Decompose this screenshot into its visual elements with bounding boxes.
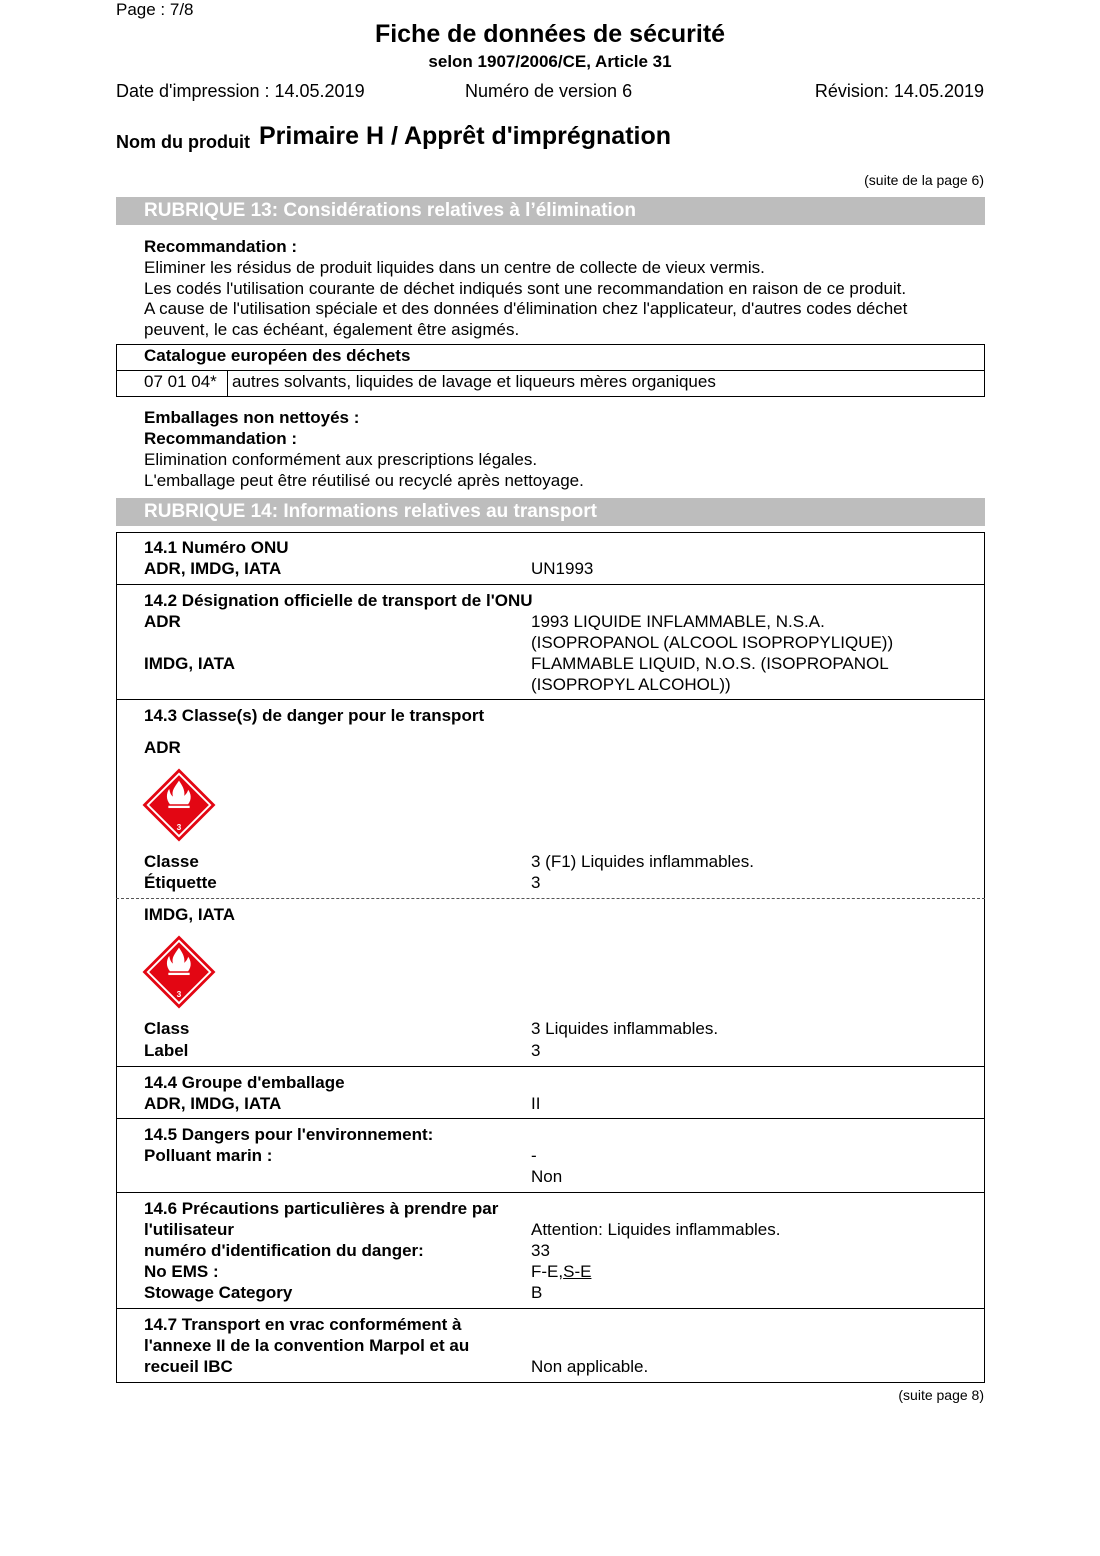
print-date: Date d'impression : 14.05.2019 (116, 81, 365, 101)
danger-id-label: numéro d'identification du danger: (144, 1241, 424, 1260)
s13-text-line: A cause de l'utilisation spéciale et des données d'élimination chez l'applicateur, d'autres codes déchet (144, 299, 908, 318)
adr-etiquette-value: 3 (531, 873, 541, 892)
imdg-class-label: Class (144, 1019, 190, 1038)
revision-date: Révision: 14.05.2019 (814, 81, 984, 101)
waste-catalogue-title: Catalogue européen des déchets (144, 346, 411, 365)
adr-class-value: 3 (F1) Liquides inflammables. (531, 852, 754, 871)
svg-text:3: 3 (176, 822, 182, 833)
s13-text-line: Eliminer les résidus de produit liquides dans un centre de collecte de vieux vermis. (144, 258, 765, 277)
environment-title: 14.5 Dangers pour l'environnement: (144, 1125, 434, 1144)
bulk-transport-value: Non applicable. (531, 1357, 649, 1376)
continued-from: (suite de la page 6) (864, 172, 984, 188)
shipping-name-adr-label: ADR (144, 612, 181, 631)
row-divider (116, 1308, 985, 1309)
bulk-transport-title: 14.7 Transport en vrac conformément à (144, 1315, 462, 1334)
precautions-user-label: l'utilisateur (144, 1220, 235, 1239)
ems-value-fe: F-E, (531, 1262, 564, 1281)
adr-class-label: Classe (144, 852, 199, 871)
bulk-transport-title: l'annexe II de la convention Marpol et au (144, 1336, 470, 1355)
precautions-title: 14.6 Précautions particulières à prendre par (144, 1199, 499, 1218)
flammable-liquid-pictogram-icon (141, 934, 217, 1010)
row-divider (116, 584, 985, 585)
imdg-label-label: Label (144, 1041, 189, 1060)
row-divider (116, 1066, 985, 1067)
adr-etiquette-label: Étiquette (144, 873, 217, 892)
page-number: Page : 7/8 (116, 0, 194, 19)
packaging-label: Emballages non nettoyés : (144, 408, 360, 427)
packaging-text-line: L'emballage peut être réutilisé ou recyclé après nettoyage. (144, 471, 584, 490)
adr-label: ADR (144, 738, 181, 757)
stowage-category-label: Stowage Category (144, 1283, 293, 1302)
flammable-liquid-pictogram-icon (141, 767, 217, 843)
shipping-name-imdg-value: (ISOPROPYL ALCOHOL)) (531, 675, 731, 694)
svg-text:3: 3 (176, 989, 182, 1000)
marine-pollutant-label: Polluant marin : (144, 1146, 273, 1165)
waste-description: autres solvants, liquides de lavage et liqueurs mères organiques (232, 372, 716, 391)
shipping-name-imdg-label: IMDG, IATA (144, 654, 235, 673)
packing-group-title: 14.4 Groupe d'emballage (144, 1073, 345, 1092)
section-14-title: RUBRIQUE 14: Informations relatives au transport (116, 498, 985, 526)
row-divider (116, 1192, 985, 1193)
shipping-name-adr-value: 1993 LIQUIDE INFLAMMABLE, N.S.A. (531, 612, 825, 631)
row-divider (116, 699, 985, 700)
shipping-name-adr-value: (ISOPROPANOL (ALCOOL ISOPROPYLIQUE)) (531, 633, 894, 652)
marine-pollutant-value: Non (531, 1167, 563, 1186)
imdg-label: IMDG, IATA (144, 905, 235, 924)
imdg-class-value: 3 Liquides inflammables. (531, 1019, 719, 1038)
shipping-name-imdg-value: FLAMMABLE LIQUID, N.O.S. (ISOPROPANOL (531, 654, 889, 673)
ems-label: No EMS : (144, 1262, 219, 1281)
version-number: Numéro de version 6 (465, 81, 633, 101)
ems-value (531, 1261, 591, 1282)
s13-text-line: peuvent, le cas échéant, également être asigmés. (144, 320, 520, 339)
document-title: Fiche de données de sécurité (374, 20, 726, 48)
imdg-label-value: 3 (531, 1041, 541, 1060)
continued-to: (suite page 8) (898, 1387, 984, 1403)
un-number-title: 14.1 Numéro ONU (144, 538, 289, 557)
marine-pollutant-dash: - (531, 1146, 537, 1165)
dashed-divider (116, 898, 985, 899)
section-13-title: RUBRIQUE 13: Considérations relatives à l’élimination (116, 197, 985, 225)
packing-group-value: II (531, 1094, 541, 1113)
table-divider (227, 370, 228, 396)
s13-recommendation-label: Recommandation : (144, 237, 298, 256)
document-subtitle: selon 1907/2006/CE, Article 31 (428, 52, 672, 71)
packaging-text-line: Elimination conformément aux prescriptions légales. (144, 450, 538, 469)
packaging-recommendation-label: Recommandation : (144, 429, 298, 448)
danger-id-value: 33 (531, 1241, 550, 1260)
waste-code: 07 01 04* (144, 372, 217, 391)
packing-group-label: ADR, IMDG, IATA (144, 1094, 282, 1113)
shipping-name-title: 14.2 Désignation officielle de transport de l'ONU (144, 591, 533, 610)
stowage-category-value: B (531, 1283, 543, 1302)
hazard-class-title: 14.3 Classe(s) de danger pour le transport (144, 706, 485, 725)
row-divider (116, 1118, 985, 1119)
un-number-value: UN1993 (531, 559, 594, 578)
bulk-transport-title: recueil IBC (144, 1357, 233, 1376)
precautions-user-value: Attention: Liquides inflammables. (531, 1220, 781, 1239)
product-label: Nom du produit (116, 132, 250, 152)
ems-value-se: S-E (563, 1262, 592, 1281)
s13-text-line: Les codés l'utilisation courante de déchet indiqués sont une recommandation en raison de ce produit. (144, 279, 907, 298)
un-number-label: ADR, IMDG, IATA (144, 559, 282, 578)
product-name: Primaire H / Apprêt d'imprégnation (259, 122, 672, 150)
